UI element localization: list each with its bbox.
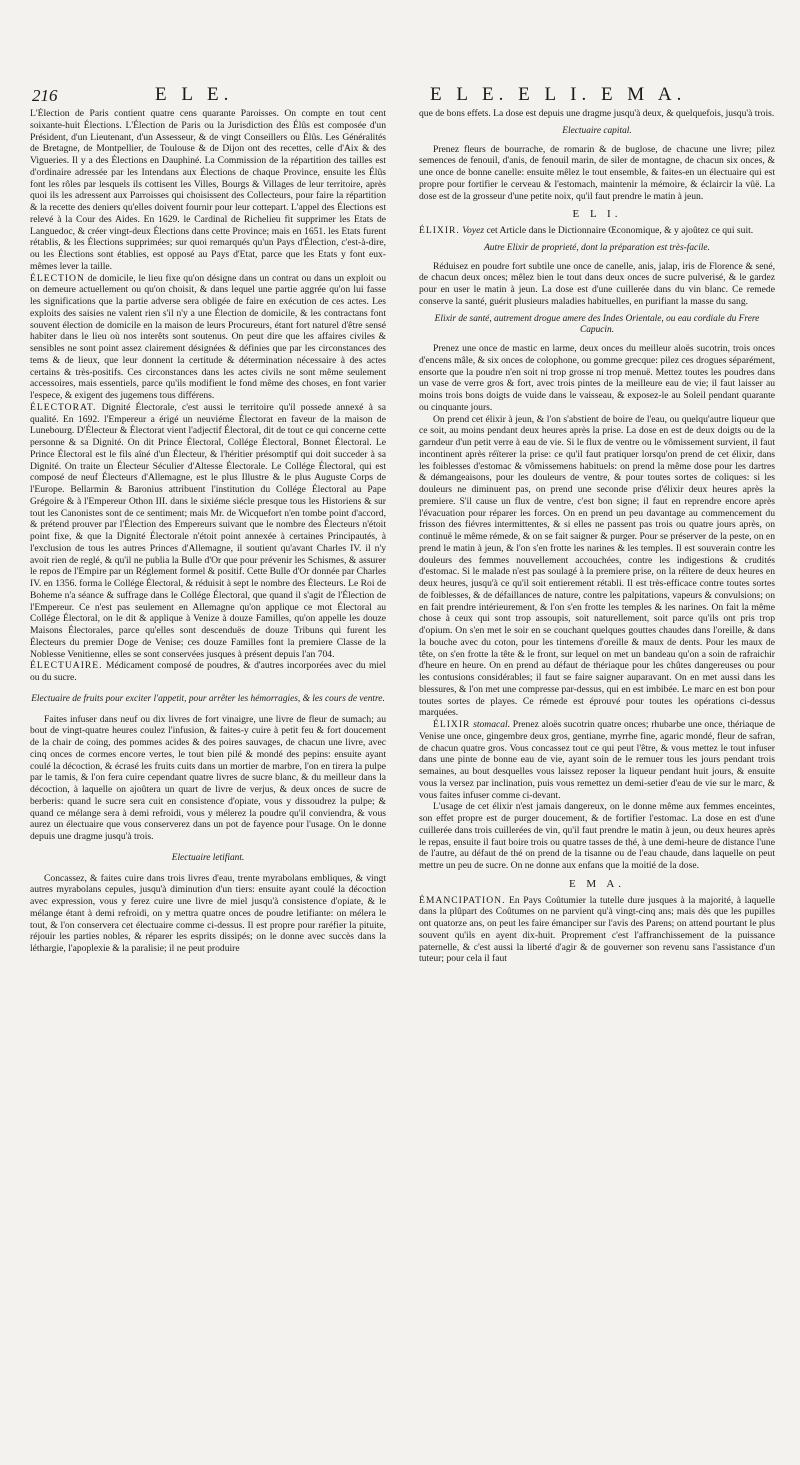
entry-headword: ÉLECTUAIRE. bbox=[30, 660, 103, 672]
entry-emancipation bbox=[419, 895, 775, 966]
subheading-electuaire-letifiant: Electuaire letifiant. bbox=[171, 852, 245, 863]
section-heading-ema: E M A. bbox=[568, 877, 626, 890]
page-number: 216 bbox=[32, 86, 58, 105]
paragraph-recipe-letifiant: Concassez, & faites cuire dans trois livres d'eau, trente myrabolans embliques, & vingt autres myrabolans cepules, jusqu'à diminution d'un tiers: ensuite ayant coulé la décoction avec expression, vous y ferez cuire une livre de miel jusqu'à consistence d'opiate, & le mélange étant à demi refroidi, on y mettra quatre onces de poudre letifiante: on mélera le tout, & l'on conservera cet électuaire comme ci-dessus. Il est propre pour raréfier la pituite, réjouir les parties nobles, & réparer les esprits dissipés; on le donne avec succès dans la léthargie, l'apoplexie & la paralisie; il ne peut produire bbox=[30, 872, 386, 954]
entry-election-domicile bbox=[30, 273, 386, 402]
paragraph-recipe-fruits: Faites infuser dans neuf ou dix livres de fort vinaigre, une livre de fleur de sumach; au bout de vingt-quatre heures coulez l'infusion, & faites-y cuire à petit feu & fort doucement de la chair de coing, des pommes acides & des poires sauvages, de chacun une livre, avec cinq onces de cormes encore vertes, le tout bien pilé & mondé des pepins: ensuite ayant coulé la décoction, & écrasé les fruits cuits dans un mortier de marbre, l'on en tirera la pulpe par le tamis, & l'on fera cuire cependant quatre livres de sucre blanc, & du meilleur dans la décoction, à laquelle on ajoûtera un quart de livre de verjus, & deux onces de sucre de berberis: quand le sucre sera cuit en consistence d'opiate, vous y dissoudrez la pulpe; & quand ce mélange sera à demi refroidi, vous y mélerez la poudre qu'il conviendra, & vous aurez un électuaire que vous conserverez dans un pot de fayence pour l'usage. On le donne depuis une dragme jusqu'à trois. bbox=[30, 713, 386, 842]
entry-text: Dignité Électorale, c'est aussi le territoire qu'il possede annexé à sa qualité. En 1692. l'Empereur a érigé un neuviéme Électorat en faveur de la maison de Lunebourg. D'Électeur & Électorat vient l'adjectif Électoral, dit de tout ce qui concerne cette personne & sa Dignité. On dit Prince Électoral, Collége Électoral, Bonnet Électoral. Le Prince Électoral est le fils aîné d'un Électeur, & l'héritier présomptif qui doit succeder à sa Dignité. On traite un Électeur Séculier d'Altesse Électorale. Le Collége Électoral, qui est composé de neuf Électeurs d'Allemagne, est le plus Illustre & le plus Auguste Corps de l'Europe. Bellarmin & Baronius attribuent l'institution du Collége Électoral au Pape Grégoire & à l'Empereur Othon III. dans le sixiéme siécle presque tous les Historiens & sur tout les Canonistes sont de ce sentiment; mais Mr. de Wicquefort n'en tombe point d'accord, & prétend prouver par l'Élection des Empereurs suivant que le nombre des Électeurs n'étoit point fixe, & que la Dignité Électorale n'étoit point annexée à certaines Principautés, à l'exclusion de tous les autres Princes d'Allemagne, il soutient qu'avant Charles IV. il n'y avoit rien de reglé, & qu'il ne publia la Bulle d'Or que pour prévenir les Schismes, & assurer le repos de l'Empire par un Réglement formel & positif. Cette Bulle d'Or donnée par Charles IV. en 1356. forma le Collége Électoral, & réduisit à sept le nombre des Électeurs. Le Roi de Boheme n'a séance & suffrage dans le Collége Électoral, que quand il s'agit de l'Élection de l'Empereur. Ce n'est pas seulement en Allemagne qu'on applique ce mot Électoral au Collége Électoral, on le dit & applique à Venize à douze Familles, qu'on appelle les douze Maisons Électorales, parce qu'elles sont descenduës de douze Tribuns qui furent les Électeurs du premier Doge de Venise; ces douze Familles font la premiere Classe de la Noblesse Venitienne, elles se sont conservées jusques à présent depuis l'an 704. bbox=[30, 401, 386, 660]
paragraph-recipe-sante: Prenez une once de mastic en larme, deux onces du meilleur aloës sucotrin, trois onces d'encens mâle, & six onces de colophone, ou gomme grecque: pilez ces drogues séparément, ensorte que la poudre n'en soit ni trop grosse ni trop menuë. Mettez toutes les poudres dans un vase de verre gros & fort, avec trois pintes de la meilleure eau de vie; il faut laisser au moins trois bons doigts de vuide dans le vaisseau, & exposez-le au Soleil pendant quarante ou cinquante jours. bbox=[419, 343, 775, 413]
entry-electorat bbox=[30, 402, 386, 661]
paragraph-continuation: que de bons effets. La dose est depuis une dragme jusqu'à deux, & quelquefois, jusqu'à trois. bbox=[419, 108, 775, 119]
entry-headword: ÉLIXIR bbox=[433, 719, 471, 730]
subheading-electuaire-fruits: Electuaire de fruits pour exciter l'appetit, pour arrêter les hémorragies, & les cours de ventre. bbox=[31, 693, 385, 704]
paragraph-election-paris: L'Élection de Paris contient quatre cens quarante Paroisses. On compte en tout cent soixante-huit Élections. L'Élection de Paris ou la Jurisdiction des Élûs est composée d'un Président, d'un Lieutenant, d'un Assesseur, & de vingt Conseillers ou Élûs. Les Généralités de Bretagne, de Montpellier, de Toulouse & de Dijon ont des recettes, celle d'Aix & des Vigueries. Il y a des Élections en Dauphiné. La Commission de la répartition des tailles est d'ordinaire adressée par les Intendans aux Élections de chaque Province, ensuite les Élûs font les rôles par lesquels ils cottisent les Villes, Bourgs & Villages de leur territoire, après quoi ils les adressent aux Parroisses qui choisissent des Collecteurs, pour faire la répartition & la recette des deniers qu'elles doivent fournir pour leur cottepart. L'appel des Élections est relevé à la Cour des Aides. En 1629. le Cardinal de Richelieu fit supprimer les Etats de Languedoc, & créer vingt-deux Élections dans cette Province; mais en 1651. les Etats furent rétablis, & les Élections supprimées; sur quoi remarqués qu'un Pays d'Élection, c'est-à-dire, ou les Élections sont établies, est opposé au Pays d'Etat, parce que les Etats y font eux-mêmes lever la taille. bbox=[30, 108, 386, 272]
paragraph-recipe-propriete: Réduisez en poudre fort subtile une once de canelle, anis, jalap, iris de Florence & sené, de chacun deux onces; mêlez bien le tout dans deux onces de sucre pulverisé, & le gardez pour en user le matin à jeun. La dose est d'une cuillerée dans du vin blanc. Ce remede conserve la santé, guérit plusieurs maladies habituelles, en purifiant la masse du sang. bbox=[419, 260, 775, 307]
left-column bbox=[30, 108, 386, 1448]
entry-headword: ÉMANCIPATION. bbox=[419, 894, 506, 906]
entry-text: Médicament composé de poudres, & d'autres incorporées avec du miel ou du sucre. bbox=[30, 660, 386, 683]
running-head-left: E L E. bbox=[155, 84, 234, 105]
entry-headword: ÉLECTION bbox=[30, 272, 85, 284]
entry-elixir bbox=[419, 225, 775, 237]
entry-text: En Pays Coûtumier la tutelle dure jusques à la majorité, à laquelle dans la plûpart des Coûtumes on ne parvient qu'à vingt-cinq ans; mais dès que les pupilles ont quatorze ans, on peut les faire émanciper sur l'avis des Parens; on attend pourtant le plus souvent qu'ils en ayent dix-huit. Proprement c'est l'affranchissement de la puissance paternelle, & c'est aussi la liberté d'agir & de gouverner son revenu sans l'assistance d'un tuteur; pour cela il faut bbox=[419, 894, 775, 965]
section-heading-eli: E L I. bbox=[572, 208, 622, 221]
entry-subtitle: stomacal. bbox=[470, 719, 511, 730]
entry-crossref: Voyez bbox=[459, 225, 485, 236]
paragraph-usage-stomacal: L'usage de cet élixir n'est jamais dangereux, on le donne même aux femmes enceintes, son effet propre est de purger doucement, & de fortifier l'estomac. La dose en est d'une cuillerée dans trois cuillerées de vin, qu'il faut prendre le matin à jeun, ou deux heures après le repas, ensuite il faut boire trois ou quatre tasses de thé, à une demi-heure de distance l'une de l'autre, au défaut de thé on prend de la tisanne ou de l'eau chaude, dans laquelle on peut mettre un peu de sucre. On ne donne aux enfans que la moitié de la dose. bbox=[419, 801, 775, 871]
entry-headword: ÉLIXIR. bbox=[419, 225, 460, 236]
subheading-electuaire-capital: Electuaire capital. bbox=[562, 125, 632, 136]
entry-text: Prenez aloës sucotrin quatre onces; rhubarbe une once, thériaque de Venise une once, gingembre deux gros, gentiane, myrrhe fine, agaric mondé, fleur de safran, de chacun quatre gros. Vous concassez tout ce qui peut l'être, & vous mettez le tout infuser dans une pinte de bonne eau de vie, ayant soin de le remuer tous les jours pendant trois semaines, au bout desquelles vous laissez reposer la liqueur pendant huit jours, & ensuite vous la versez par inclination, puis vous remettez un demi-setier d'eau de vie sur le marc, & vous faites infuser comme ci-devant. bbox=[419, 719, 775, 801]
entry-elixir-stomacal bbox=[419, 719, 775, 801]
entry-electuaire bbox=[30, 660, 386, 684]
subheading-elixir-sante: Elixir de santé, autrement drogue amere des Indes Orientale, ou eau cordiale du Frere Capucin. bbox=[434, 313, 760, 336]
entry-headword: ÉLECTORAT. bbox=[30, 401, 97, 413]
text-columns bbox=[30, 108, 775, 1448]
subheading-elixir-propriete: Autre Elixir de proprieté, dont la préparation est très-facile. bbox=[484, 242, 710, 253]
entry-text: cet Article dans le Dictionnaire Œconomique, & y ajoûtez ce qui suit. bbox=[484, 225, 754, 236]
entry-text: de domicile, le lieu fixe qu'on désigne dans un contrat ou dans un exploit ou on demeure actuellement ou qu'on choisit, & dans lequel une partie aggrée qu'on lui fasse les significations que la partie adverse sera obligée de faire en exécution de ces actes. Les exploits des saisies ne valent rien s'il n'y a une Élection de domicile, & les contractans font souvent élection de domicile en la maison de leurs Procureurs, étant fort naturel d'être sensé habiter dans le lieu où nos interêts sont soutenus. On peut dire que les affaires civiles & sensibles ne sont point assez clairement désignées & définies que par les circonstances des tems & de lieux, que leur donnent la certitude & détermination nécessaire à des actes certains & très-positifs. Ces circonstances dans les actes civils ne sont même seulement accessoires, mais essentiels, parce qu'ils modifient le fond même des choses, en font varier l'espece, & exigent des jugemens tous différens. bbox=[30, 272, 386, 401]
paragraph-recipe-capital: Prenez fleurs de bourrache, de romarin & de buglose, de chacune une livre; pilez semences de fenouil, d'anis, de fenouil marin, de siler de montagne, de chacun six onces, & une once de bonne canelle: ensuite mêlez le tout ensemble, & faites-en un électuaire qui est propre pour fortifier le cerveau & l'estomach, maintenir la mémoire, & éclaircir la vûë. La dose est de la grosseur d'une petite noix, qu'il faut prendre le matin à jeun. bbox=[419, 143, 775, 202]
paragraph-usage-sante: On prend cet élixir à jeun, & l'on s'abstient de boire de l'eau, ou quelqu'autre liqueur que ce soit, au moins pendant deux heures après la prise. La dose en est de deux doigts ou de la garndeur d'un petit verre à eau de vie. Si le flux de ventre ou le vômissement survient, il faut incontinent après réïterer la prise: ce qu'il faut pratiquer lorsqu'on prend de cet élixir, dans les foiblesses d'estomac & vômissemens habituels: on prend la même dose pour les dartres & démangeaisons, pour les douleurs de ventre, & pour toutes sortes de coliques: si les douleurs ne diminuent pas, on prend une seconde prise d'élixir deux heures après la premiere. S'il cause un flux de ventre, c'est bon signe; il faut en reprendre encore après l'évacuation pour réparer les forces. On en prend un peu davantage au commencement du frisson des fiévres intermittentes, & si elles ne passent pas trois ou quatre jours après, on continuë le même rémede, & on se fait saigner & purger. Pour se préserver de la peste, on en prend le matin à jeun, & l'on s'en frotte les narines & les temples. Il est souverain contre les douleurs des femmes nouvellement accouchées, contre les indigestions & crudités d'estomac. Si le malade n'est pas soulagé à la premiere prise, on la réïtere de deux heures en deux heures, jusqu'à ce qu'il soit entierement rétabli. Il est très-efficace contre toutes sortes de foiblesses, & de défaillances de nature, contre les palpitations, vapeurs & convulsions; on en fait prendre intérieurement, & l'on s'en frotte les temples & les narines. On fait la même chose à ceux qui sont trop assoupis, soit naturellement, soit parce qu'ils ont pris trop d'opium. On s'en met le soir en se couchant quelques gouttes chaudes dans l'oreille, & dans la bouche avec du coton, pour les tintemens d'oreille & maux de dents. Pour les maux de tête, on s'en frotte la tête & le front, sur lequel on met un bandeau qu'on a soin de rafraichir d'heure en heure. On en prend au défaut de thériaque pour les chûtes dangereuses ou pour les contusions considérables; il faut se faire saigner auparavant. On en met aussi dans les blessures, & l'on met une compresse par-dessus, qui en est imbibée. Le marc en est bon pour toutes sortes de playes. Ce rémede est éprouvé pour toutes les opérations ci-dessus marquées. bbox=[419, 413, 775, 719]
right-column bbox=[419, 108, 775, 1448]
running-head-right: E L E. E L I. E M A. bbox=[430, 84, 687, 105]
